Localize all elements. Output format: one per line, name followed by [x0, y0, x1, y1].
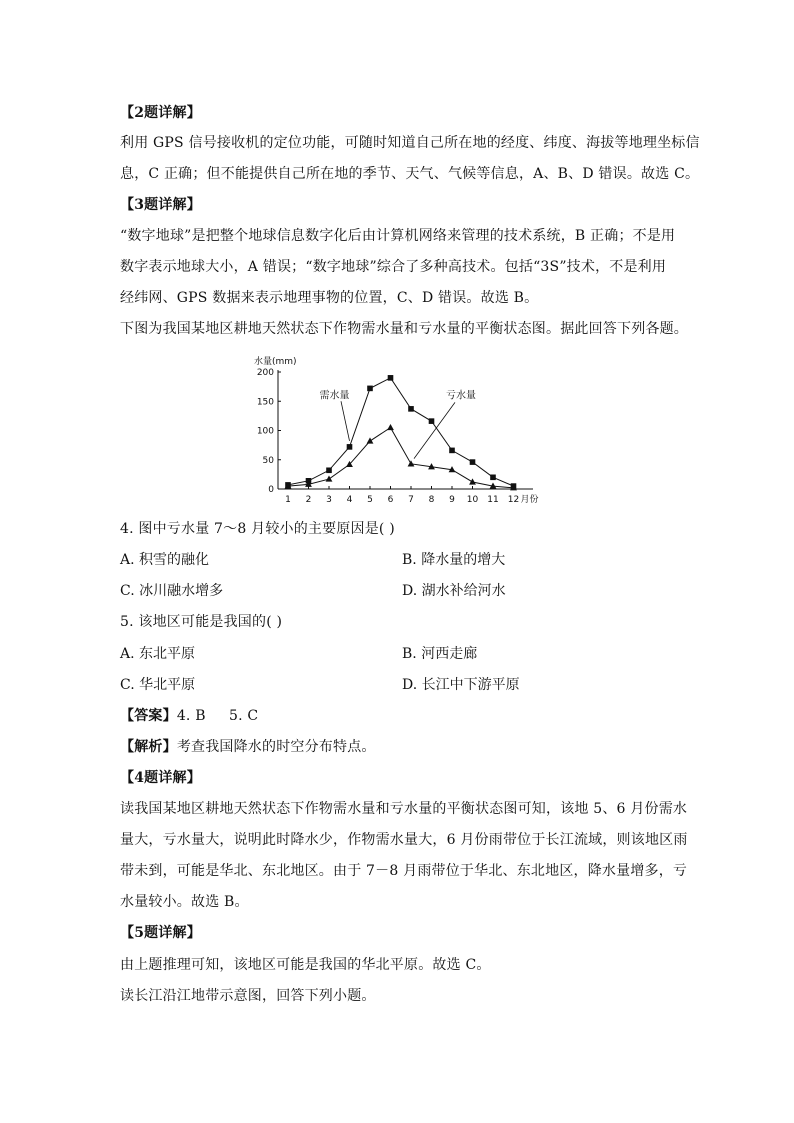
- x-tick-label: 11: [487, 495, 499, 505]
- x-tick-label: 7: [408, 495, 414, 505]
- analysis-label: 【解析】: [120, 739, 177, 755]
- x-tick-label: 5: [367, 495, 373, 505]
- data-point-square: [449, 448, 455, 454]
- x-tick-label: 9: [449, 495, 455, 505]
- series-label-lack: 亏水量: [446, 390, 476, 402]
- data-point-triangle: [326, 475, 333, 481]
- leader-line-need: [341, 401, 350, 441]
- y-tick-label: 150: [256, 397, 274, 408]
- data-point-square: [429, 418, 435, 424]
- q5-option-c[interactable]: C. 华北平原: [120, 677, 196, 693]
- water-balance-chart: [250, 348, 550, 508]
- series-line-2: [288, 428, 514, 488]
- q4-detail-line-4: 水量较小。故选 B。: [120, 894, 249, 910]
- q4-detail-line-2: 量大，亏水量大，说明此时降水少，作物需水量大，6 月份雨带位于长江流域，则该地区雨: [120, 832, 688, 848]
- data-point-square: [470, 459, 476, 465]
- chart-intro: 下图为我国某地区耕地天然状态下作物需水量和亏水量的平衡状态图。据此回答下列各题。: [120, 321, 688, 337]
- q3-body-line-2: 数字表示地球大小，A 错误；“数字地球”综合了多种高技术。包括“3S”技术，不是利用: [120, 259, 667, 275]
- q5-detail-heading: 【5题详解】: [120, 925, 201, 941]
- q4-option-b[interactable]: B. 降水量的增大: [402, 552, 506, 568]
- x-tick-label: 1: [285, 495, 291, 505]
- data-point-square: [326, 467, 332, 473]
- x-axis-label: 月份: [520, 495, 539, 505]
- leader-line-lack: [414, 402, 455, 458]
- answer-text: 4. B 5. C: [176, 708, 259, 724]
- q4-detail-line-1: 读我国某地区耕地天然状态下作物需水量和亏水量的平衡状态图可知，该地 5、6 月份需水: [120, 801, 688, 817]
- data-point-triangle: [469, 478, 476, 484]
- x-tick-label: 3: [326, 495, 332, 505]
- analysis-line: [120, 737, 376, 757]
- data-point-square: [490, 475, 496, 481]
- x-tick-label: 10: [466, 495, 479, 505]
- q4-stem: 4. 图中亏水量 7～8 月较小的主要原因是( ): [120, 521, 395, 537]
- y-tick-label: 50: [262, 455, 274, 466]
- q3-heading: 【3题详解】: [120, 197, 201, 213]
- q4-option-a[interactable]: A. 积雪的融化: [120, 552, 210, 568]
- q2-body-line-1: 利用 GPS 信号接收机的定位功能，可随时知道自己所在地的经度、纬度、海拔等地理坐标信: [120, 135, 700, 151]
- q5-option-d[interactable]: D. 长江中下游平原: [402, 677, 520, 693]
- x-tick-label: 6: [387, 495, 394, 505]
- q2-body-line-2: 息，C 正确；但不能提供自己所在地的季节、天气、气候等信息，A、B、D 错误。故选 C。: [120, 166, 700, 182]
- y-tick-label: 0: [268, 485, 274, 495]
- q5-option-b[interactable]: B. 河西走廊: [402, 646, 478, 662]
- q3-body-line-1: “数字地球”是把整个地球信息数字化后由计算机网络来管理的技术系统，B 正确；不是用: [120, 228, 676, 244]
- x-tick-label: 2: [305, 495, 312, 505]
- answer-line: [120, 706, 258, 726]
- closing-line: 读长江沿江地带示意图，回答下列小题。: [120, 988, 376, 1004]
- analysis-text: 考查我国降水的时空分布特点。: [176, 739, 376, 755]
- q3-body-line-3: 经纬网、GPS 数据来表示地理事物的位置，C、D 错误。故选 B。: [120, 290, 539, 306]
- x-tick-label: 4: [346, 495, 353, 505]
- x-tick-label: 8: [428, 495, 435, 505]
- chart-axes: [254, 355, 539, 505]
- data-point-square: [388, 375, 394, 381]
- q4-option-d[interactable]: D. 湖水补给河水: [402, 583, 506, 599]
- answer-label: 【答案】: [120, 708, 177, 724]
- data-point-triangle: [387, 424, 394, 430]
- data-point-square: [347, 444, 353, 450]
- q5-detail-line-1: 由上题推理可知，该地区可能是我国的华北平原。故选 C。: [120, 957, 491, 973]
- x-tick-label: 12: [507, 495, 520, 505]
- q4-detail-line-3: 带未到，可能是华北、东北地区。由于 7－8 月雨带位于华北、东北地区，降水量增多，亏: [120, 863, 688, 879]
- q5-stem: 5. 该地区可能是我国的( ): [120, 614, 283, 630]
- series-label-need: 需水量: [319, 390, 350, 402]
- data-point-square: [367, 386, 373, 392]
- q4-option-c[interactable]: C. 冰川融水增多: [120, 583, 224, 599]
- y-tick-label: 200: [256, 368, 274, 378]
- q5-option-a[interactable]: A. 东北平原: [120, 646, 196, 662]
- y-axis-label: 水量(mm): [254, 357, 297, 367]
- data-point-triangle: [367, 437, 374, 443]
- q2-heading: 【2题详解】: [120, 105, 201, 121]
- chart-series: [285, 375, 517, 490]
- q4-detail-heading: 【4题详解】: [120, 770, 201, 786]
- data-point-square: [408, 406, 414, 412]
- data-point-triangle: [408, 460, 415, 466]
- y-tick-label: 100: [256, 426, 274, 437]
